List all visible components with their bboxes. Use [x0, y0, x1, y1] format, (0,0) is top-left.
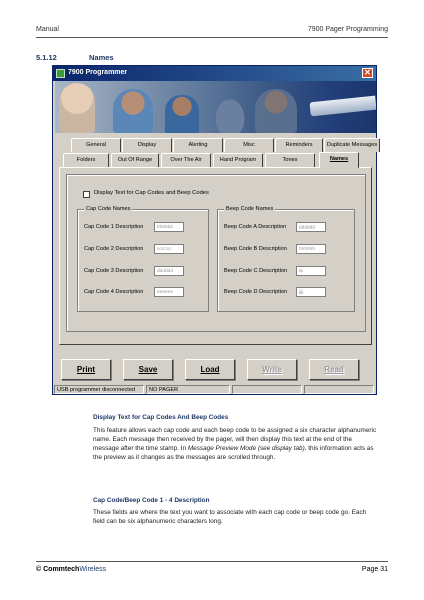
load-button[interactable]: Load — [185, 359, 235, 380]
banner-doctor-figure — [113, 89, 153, 133]
page-footer — [36, 561, 388, 575]
beep-code-c-label: Beep Code C Description — [224, 268, 288, 274]
banner-crowd-figure — [205, 85, 255, 133]
tab-alerting[interactable]: Alerting — [173, 138, 223, 152]
status-pager: NO PAGER — [146, 385, 230, 394]
tab-names[interactable]: Names — [319, 152, 359, 168]
display-text-label: Display Text for Cap Codes and Beep Codes — [94, 190, 209, 196]
heading-display-text: Display Text for Cap Codes And Beep Codes — [93, 414, 229, 421]
tab-over-the-air[interactable]: Over The Air — [161, 153, 211, 167]
print-button[interactable]: Print — [61, 359, 111, 380]
tab-reminders[interactable]: Reminders — [275, 138, 323, 152]
beep-code-b-label: Beep Code B Description — [224, 246, 287, 252]
tab-hand-program[interactable]: Hand Program — [213, 153, 263, 167]
cap-code-3-label: Cap Code 3 Description — [84, 268, 144, 274]
paragraph-display-text-b: , this information acts as the preview as it changes as the messages are scrolled through. — [93, 445, 374, 461]
status-connection: USB programmer disconnected — [54, 385, 144, 394]
read-button[interactable]: Read — [309, 359, 359, 380]
cap-code-1-input[interactable]: bbbbbb — [154, 222, 184, 232]
copyright-symbol: © — [36, 566, 42, 573]
window-title: 7900 Programmer — [68, 69, 128, 76]
status-bar — [53, 385, 376, 394]
page-header — [36, 26, 388, 38]
write-button[interactable]: Write — [247, 359, 297, 380]
cap-code-3-input[interactable]: dddddd — [154, 266, 184, 276]
beep-code-c-input[interactable]: iiii — [296, 266, 326, 276]
header-left: Manual — [36, 26, 59, 33]
header-banner-image — [55, 81, 376, 133]
banner-usb-cable — [309, 96, 376, 117]
cap-code-4-input[interactable]: eeeeee — [154, 287, 184, 297]
beep-code-b-input[interactable]: hhhhhh — [296, 244, 326, 254]
beep-code-d-input[interactable]: jjjj — [296, 287, 326, 297]
names-tab-page — [59, 167, 372, 345]
cap-code-2-label: Cap Code 2 Description — [84, 246, 144, 252]
button-bar — [53, 356, 376, 384]
banner-staff-figure — [165, 95, 199, 133]
save-button[interactable]: Save — [123, 359, 173, 380]
message-preview-mode-ref: Message Preview Mode (see display tab) — [187, 445, 305, 452]
footer-brand — [36, 566, 106, 573]
app-icon — [56, 69, 65, 78]
tab-duplicate-messages[interactable]: Duplicate Messages — [324, 138, 380, 152]
paragraph-display-text — [93, 426, 379, 462]
paragraph-display-text-a: This feature allows each cap code and each beep code to be assigned a six character alphanumeric name. Each message then received by the pager, will then display this text at the end of the message after the time stamp. In — [93, 427, 377, 452]
page-number: Page 31 — [361, 566, 388, 573]
close-icon[interactable]: ✕ — [362, 68, 373, 78]
tab-misc[interactable]: Misc — [224, 138, 274, 152]
header-right: 7900 Pager Programming — [307, 26, 388, 33]
status-panel-4 — [304, 385, 374, 394]
tab-out-of-range[interactable]: Out Of Range — [111, 153, 159, 167]
cap-code-4-label: Cap Code 4 Description — [84, 289, 144, 295]
heading-cap-beep-description: Cap Code/Beep Code 1 - 4 Description — [93, 497, 210, 504]
banner-nurse-figure — [59, 83, 95, 133]
tab-general[interactable]: General — [71, 138, 121, 152]
beep-code-a-input[interactable]: gggggg — [296, 222, 326, 232]
cap-code-names-title: Cap Code Names — [86, 206, 131, 212]
section-number: 5.1.12 — [36, 53, 57, 62]
tab-display[interactable]: Display — [122, 138, 172, 152]
brand-commtech: Commtech — [43, 566, 80, 573]
status-panel-3 — [232, 385, 302, 394]
tab-tones[interactable]: Tones — [265, 153, 315, 167]
names-frame — [66, 174, 366, 332]
brand-wireless: Wireless — [79, 566, 107, 573]
display-text-checkbox[interactable] — [83, 191, 90, 198]
beep-code-a-label: Beep Code A Description — [224, 224, 287, 230]
tab-panel — [59, 134, 378, 356]
paragraph-cap-beep-description: These fields are where the text you want to associate with each cap code or beep code go. Each field can be six alphanumeric characters long. — [93, 509, 367, 525]
programmer-window — [52, 65, 377, 395]
cap-code-1-label: Cap Code 1 Description — [84, 224, 144, 230]
window-title-bar[interactable] — [53, 66, 376, 81]
section-title: Names — [89, 53, 114, 62]
tab-folders[interactable]: Folders — [63, 153, 109, 167]
cap-code-2-input[interactable]: cccccc — [154, 244, 184, 254]
beep-code-names-group — [217, 206, 355, 312]
beep-code-d-label: Beep Code D Description — [224, 289, 288, 295]
beep-code-names-title: Beep Code Names — [226, 206, 274, 212]
cap-code-names-group — [77, 206, 209, 312]
banner-runner-figure — [255, 89, 297, 133]
